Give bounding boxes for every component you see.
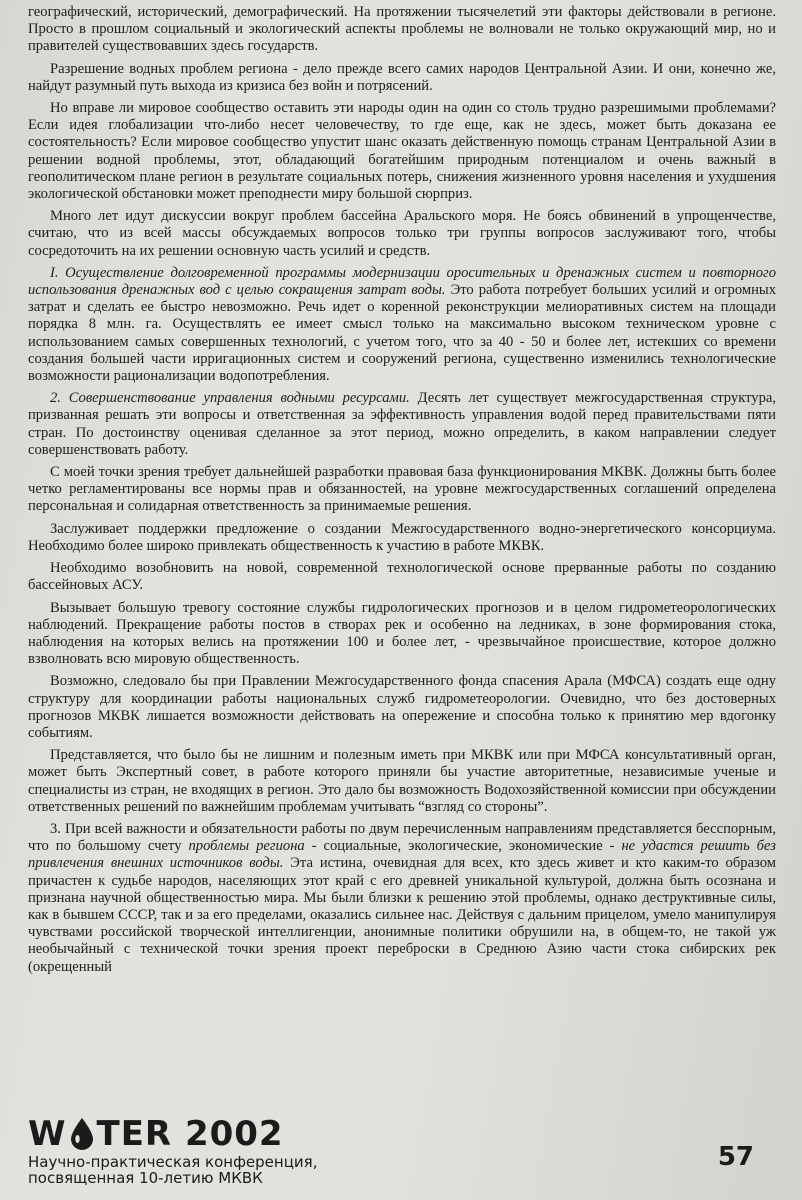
paragraph-item-2 <box>28 390 776 459</box>
water-2002-logo <box>28 1114 284 1154</box>
paragraph-text: Десять лет существует межгосударственная структура, призванная решать эти вопросы и ответственная за эффективность управления водой перед правительствами пяти стран. По достоинству оценивая сделанное за этот период, можно определить, в каком направлении следует совершенствовать работу. <box>28 390 776 458</box>
paragraph: Вызывает большую тревогу состояние службы гидрологических прогнозов и в целом гидрометеорологических наблюдений. Прекращение работы постов в створах рек и особенно на ледниках, в зоне формирования стока, наблюдения на которых велись на протяжении 100 и более лет, - чрезвычайное происшествие, которое должно взволновать всю мировую общественность. <box>28 599 776 668</box>
paragraph: Заслуживает поддержки предложение о создании Межгосударственного водно-энергетического консорциума. Необходимо более широко привлекать общественность к участию в работе МКВК. <box>28 520 776 554</box>
conference-line-2: посвященная 10-летию МКВК <box>28 1169 263 1187</box>
logo-text: TER 2002 <box>96 1114 284 1154</box>
item-1-heading: І. Осуществление долговременной программы модернизации оросительных и дренажных систем и повторного использования дренажных вод с целью сокращения затрат воды. <box>28 264 776 299</box>
paragraph-text: Эта истина, очевидная для всех, кто здесь живет и кто каким-то образом причастен к судьбе народов, населяющих этот край с его древней уникальной культурой, должна быть осознана и признана научной общественностью мира. Мы были близки к решению этой проблемы, однако деструктивные силы, как в бывшем СССР, так и за его пределами, оказались сильнее нас. Действуя с дальним прицелом, умело манипулируя чувствами российской творческой интеллигенции, анонимные политики обрушили на, в общем-то, не такой уж необычайный с технической точки зрения проект переброски в Среднюю Азию части стока сибирских рек (окрещенный <box>28 855 776 975</box>
italic-phrase: проблемы региона <box>188 838 305 855</box>
paragraph: Разрешение водных проблем региона - дело прежде всего самих народов Центральной Азии. И они, конечно же, найдут разумный путь выхода из кризиса без войн и потрясений. <box>28 60 776 94</box>
paragraph: Возможно, следовало бы при Правлении Межгосударственного фонда спасения Арала (МФСА) создать еще одну структуру для координации работы национальных служб гидрометеорологии. Очевидно, что без достоверных прогнозов МКВК лишается возможности действовать на опережение и способна только к принятию мер вдогонку событиям. <box>28 673 776 741</box>
conference-caption <box>28 1154 317 1186</box>
paragraph: Необходимо возобновить на новой, современной технологической основе прерванные работы по созданию бассейновых АСУ. <box>28 560 776 594</box>
paragraph-text: 3. При всей важности и обязательности работы по двум перечисленным направлениям представляется бесспорным, что по большому счету <box>28 820 776 855</box>
conference-line-1: Научно-практическая конференция, <box>28 1153 318 1171</box>
paragraph-item-1 <box>28 265 776 385</box>
paragraph-text: - социальные, экологические, экономические - <box>311 838 615 855</box>
page-number: 57 <box>717 1142 754 1172</box>
logo-letter-w: W <box>28 1114 67 1154</box>
paragraph: Представляется, что было бы не лишним и полезным иметь при МКВК или при МФСА консультативный орган, может быть Экспертный совет, в работе которого приняли бы участие авторитетные, независимые ученые и специалисты из стран, не входящих в регион. Это дало бы возможность Водохозяйственной комиссии при обсуждении ответственных решений по важнейшим проблемам учитывать “взгляд со стороны”. <box>28 747 776 815</box>
paragraph: Много лет идут дискуссии вокруг проблем бассейна Аральского моря. Не боясь обвинений в упрощенчестве, считаю, что из всей массы обсуждаемых вопросов только три группы вопросов заслуживают того, чтобы сосредоточить на их решении основную часть усилий и средств. <box>28 208 776 259</box>
paragraph-text: Это работа потребует больших усилий и огромных затрат и сделать ее быстро невозможно. Речь идет о коренной реконструкции мелиоративных систем на площади порядка 8 млн. га. Осуществлять ее имеет смысл только на максимально высоком техническом уровне с использованием самых совершенных технологий, с учетом того, что за 40 - 50 и более лет, истекших со времени создания большей части ирригационных систем и сооружений региона, существенно изменились технологические возможности рационализации водопотребления. <box>28 282 777 385</box>
paragraph-item-3 <box>28 821 776 976</box>
paragraph: географический, исторический, демографический. На протяжении тысячелетий эти факторы действовали в регионе. Просто в прошлом социальный и экологический аспекты проблемы не волновали не только окружающий мир, но и правителей существовавших здесь государств. <box>28 4 776 55</box>
item-2-heading: 2. Совершенствование управления водными ресурсами. <box>50 390 410 407</box>
page-footer <box>28 1114 776 1194</box>
paragraph: Но вправе ли мировое сообщество оставить эти народы один на один со столь трудно разрешимыми проблемами? Если идея глобализации что-либо несет человечеству, то где еще, как не здесь, может быть доказана ее состоятельность? Если мировое сообщество упустит шанс оказать действенную помощь странам Центральной Азии в решении водной проблемы, этот, обладающий богатейшим природным потенциалом и очень важный в геополитическом плане регион в результате социальных потерь, снижения жизненного уровня населения и ухудшения экологической обстановки может преподнести миру большой сюрприз. <box>28 100 776 203</box>
paragraph: С моей точки зрения требует дальнейшей разработки правовая база функционирования МКВК. Должны быть более четко регламентированы все нормы прав и обязанностей, на уровне межгосударственных соглашений определена персональная и солидарная ответственность за принимаемые решения. <box>28 464 776 515</box>
water-drop-icon <box>69 1117 95 1151</box>
article-body <box>28 4 776 981</box>
italic-phrase: не удастся решить без привлечения внешних источников воды. <box>28 838 776 872</box>
